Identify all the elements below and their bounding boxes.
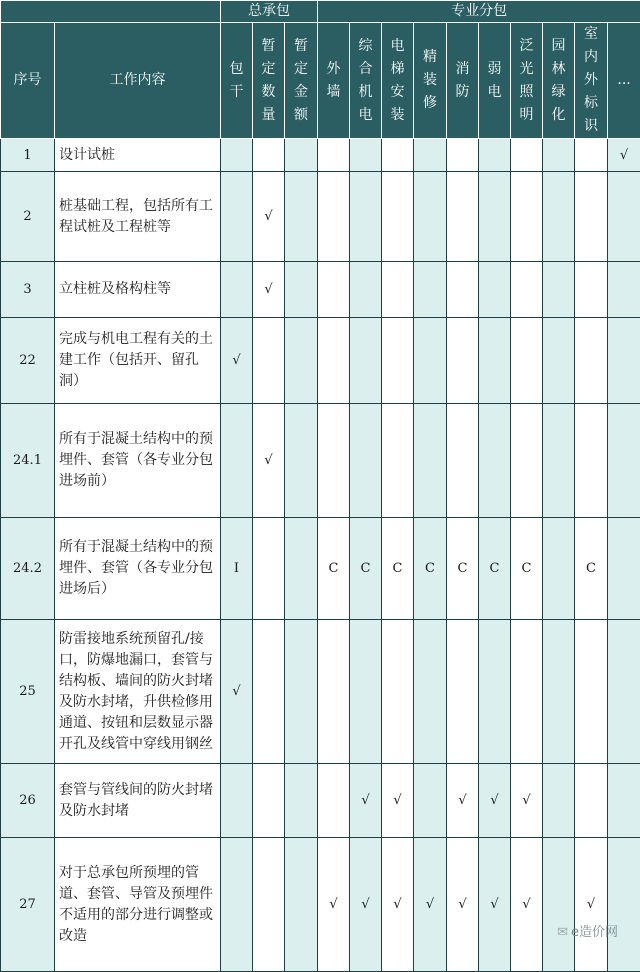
row-mark-cell (253, 139, 285, 172)
row-mark-cell (285, 172, 318, 262)
row-mark-cell (382, 620, 414, 764)
row-mark-cell (318, 139, 350, 172)
row-mark-cell (382, 318, 414, 404)
row-mark-cell (447, 404, 479, 518)
header-corner (1, 1, 221, 23)
table-row (1, 139, 640, 172)
table-row (1, 518, 640, 620)
row-mark-cell (414, 404, 447, 518)
row-mark-cell (511, 620, 543, 764)
row-seq: 24.1 (1, 404, 55, 518)
row-mark-cell: √ (575, 838, 608, 972)
row-mark-cell: C (479, 518, 511, 620)
row-mark-cell (447, 262, 479, 318)
table-row (1, 262, 640, 318)
row-work-content: 所有于混凝土结构中的预埋件、套管（各专业分包进场后） (55, 518, 221, 620)
row-mark-cell (350, 404, 382, 518)
row-seq: 3 (1, 262, 55, 318)
row-work-content: 套管与管线间的防火封堵及防水封堵 (55, 764, 221, 838)
row-seq: 27 (1, 838, 55, 972)
row-seq: 22 (1, 318, 55, 404)
col-header-label: 综合机电 (358, 35, 373, 127)
row-mark-cell (543, 318, 575, 404)
row-mark-cell: √ (479, 764, 511, 838)
group-specialty-header: 专业分包 (318, 1, 640, 23)
row-mark-cell (511, 262, 543, 318)
row-mark-cell (479, 172, 511, 262)
row-mark-cell (543, 518, 575, 620)
row-mark-cell (479, 139, 511, 172)
row-mark-cell (221, 172, 253, 262)
row-mark-cell (543, 764, 575, 838)
row-mark-cell (608, 172, 640, 262)
row-mark-cell: √ (382, 764, 414, 838)
row-mark-cell (575, 620, 608, 764)
row-mark-cell: I (221, 518, 253, 620)
row-mark-cell (447, 172, 479, 262)
row-mark-cell (414, 318, 447, 404)
wechat-icon: ✉ (557, 925, 568, 940)
group-general-header: 总承包 (221, 1, 318, 23)
watermark (557, 921, 618, 940)
row-mark-cell (414, 764, 447, 838)
col-header (543, 23, 575, 139)
row-mark-cell (608, 518, 640, 620)
col-header-label: 外墙 (326, 58, 341, 104)
row-mark-cell (575, 318, 608, 404)
work-header: 工作内容 (55, 23, 221, 139)
row-mark-cell (382, 262, 414, 318)
row-mark-cell: √ (350, 838, 382, 972)
row-mark-cell: √ (221, 318, 253, 404)
row-mark-cell (350, 318, 382, 404)
row-mark-cell (479, 620, 511, 764)
row-mark-cell: √ (253, 262, 285, 318)
row-mark-cell (575, 139, 608, 172)
row-work-content: 对于总承包所预埋的管道、套管、导管及预埋件不适用的部分进行调整或改造 (55, 838, 221, 972)
row-mark-cell: √ (382, 838, 414, 972)
table-row (1, 404, 640, 518)
row-mark-cell (414, 139, 447, 172)
row-mark-cell: √ (253, 172, 285, 262)
row-mark-cell (285, 838, 318, 972)
row-mark-cell (253, 318, 285, 404)
row-mark-cell (253, 764, 285, 838)
row-seq: 26 (1, 764, 55, 838)
row-mark-cell (350, 172, 382, 262)
row-mark-cell (543, 172, 575, 262)
watermark-text: e造价网 (571, 925, 618, 940)
col-header-label: 暂定数量 (261, 35, 276, 127)
row-mark-cell: √ (479, 838, 511, 972)
col-header-label: 暂定金额 (294, 35, 309, 127)
row-mark-cell (575, 262, 608, 318)
row-mark-cell (285, 318, 318, 404)
row-mark-cell (318, 764, 350, 838)
col-header-label: 消防 (455, 58, 470, 104)
col-header (253, 23, 285, 139)
row-work-content: 完成与机电工程有关的土建工作（包括开、留孔洞） (55, 318, 221, 404)
row-mark-cell (608, 838, 640, 972)
col-header (511, 23, 543, 139)
row-mark-cell (318, 620, 350, 764)
row-seq: 2 (1, 172, 55, 262)
row-mark-cell (285, 139, 318, 172)
col-header-label: 包干 (229, 58, 244, 104)
row-work-content: 设计试桩 (55, 139, 221, 172)
row-mark-cell (382, 172, 414, 262)
row-mark-cell (575, 404, 608, 518)
row-seq: 1 (1, 139, 55, 172)
row-mark-cell (318, 404, 350, 518)
table-row (1, 172, 640, 262)
row-work-content: 防雷接地系统预留孔/接口，防爆地漏口，套管与结构板、墙间的防火封堵及防水封堵，升供检修用通道、按钮和层数显示器开孔及线管中穿线用钢丝 (55, 620, 221, 764)
row-mark-cell (414, 172, 447, 262)
row-mark-cell: C (575, 518, 608, 620)
row-work-content: 桩基础工程，包括所有工程试桩及工程桩等 (55, 172, 221, 262)
row-mark-cell: C (382, 518, 414, 620)
row-mark-cell (253, 518, 285, 620)
row-mark-cell (414, 620, 447, 764)
row-mark-cell: C (414, 518, 447, 620)
row-mark-cell (543, 620, 575, 764)
row-mark-cell: √ (608, 139, 640, 172)
row-mark-cell (221, 404, 253, 518)
row-mark-cell (447, 318, 479, 404)
row-mark-cell (221, 764, 253, 838)
row-mark-cell (221, 838, 253, 972)
col-header-label: 泛光照明 (519, 35, 534, 127)
row-mark-cell (543, 262, 575, 318)
row-mark-cell (318, 262, 350, 318)
row-mark-cell: C (511, 518, 543, 620)
row-mark-cell: √ (414, 838, 447, 972)
row-mark-cell (479, 404, 511, 518)
row-mark-cell (253, 838, 285, 972)
row-mark-cell (543, 838, 575, 972)
col-header-label: 园林绿化 (551, 35, 566, 127)
row-mark-cell (382, 139, 414, 172)
col-header (382, 23, 414, 139)
row-mark-cell (414, 262, 447, 318)
row-mark-cell (511, 318, 543, 404)
row-mark-cell (511, 404, 543, 518)
row-mark-cell: √ (350, 764, 382, 838)
row-mark-cell: C (447, 518, 479, 620)
col-header (608, 23, 640, 139)
row-mark-cell (447, 620, 479, 764)
row-mark-cell: √ (447, 838, 479, 972)
row-mark-cell (608, 620, 640, 764)
row-mark-cell (575, 764, 608, 838)
row-mark-cell (350, 139, 382, 172)
col-header (575, 23, 608, 139)
row-mark-cell: √ (511, 764, 543, 838)
row-mark-cell: √ (511, 838, 543, 972)
row-mark-cell (285, 620, 318, 764)
row-mark-cell (608, 262, 640, 318)
row-seq: 24.2 (1, 518, 55, 620)
col-header (447, 23, 479, 139)
row-mark-cell: C (318, 518, 350, 620)
row-mark-cell (479, 318, 511, 404)
row-mark-cell: √ (318, 838, 350, 972)
row-mark-cell (479, 262, 511, 318)
row-mark-cell (511, 172, 543, 262)
col-header (318, 23, 350, 139)
col-header (479, 23, 511, 139)
row-mark-cell (285, 518, 318, 620)
row-mark-cell (350, 262, 382, 318)
row-mark-cell (285, 764, 318, 838)
row-work-content: 立柱桩及格构柱等 (55, 262, 221, 318)
row-mark-cell (608, 764, 640, 838)
table-row (1, 620, 640, 764)
row-mark-cell: C (350, 518, 382, 620)
table-row (1, 838, 640, 972)
table-body (1, 139, 640, 972)
row-mark-cell (575, 172, 608, 262)
col-header (350, 23, 382, 139)
row-mark-cell (608, 318, 640, 404)
col-header (285, 23, 318, 139)
col-header-label: 电梯安装 (390, 35, 405, 127)
table-row (1, 764, 640, 838)
row-mark-cell (447, 139, 479, 172)
row-mark-cell: √ (221, 620, 253, 764)
col-header-label: 精装修 (423, 46, 438, 115)
row-work-content: 所有于混凝土结构中的预埋件、套管（各专业分包进场前） (55, 404, 221, 518)
row-mark-cell: √ (253, 404, 285, 518)
row-mark-cell (543, 139, 575, 172)
row-mark-cell (511, 139, 543, 172)
col-header-label: 室内外标识 (584, 23, 599, 138)
table-row (1, 318, 640, 404)
seq-header: 序号 (1, 23, 55, 139)
row-mark-cell (285, 262, 318, 318)
row-mark-cell: √ (447, 764, 479, 838)
row-mark-cell (253, 620, 285, 764)
col-header-label: 弱电 (487, 58, 502, 104)
row-mark-cell (543, 404, 575, 518)
col-header (414, 23, 447, 139)
row-mark-cell (350, 620, 382, 764)
row-mark-cell (608, 404, 640, 518)
row-mark-cell (382, 404, 414, 518)
row-seq: 25 (1, 620, 55, 764)
row-mark-cell (221, 139, 253, 172)
row-mark-cell (318, 318, 350, 404)
row-mark-cell (285, 404, 318, 518)
row-mark-cell (318, 172, 350, 262)
col-header (221, 23, 253, 139)
col-header-label: ... (617, 69, 632, 92)
row-mark-cell (221, 262, 253, 318)
